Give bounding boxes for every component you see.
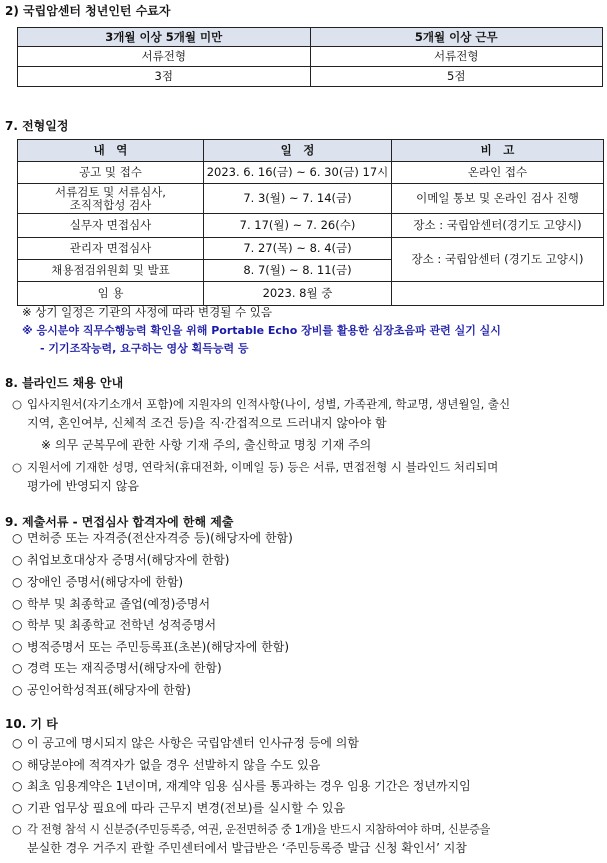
bullet-icon: ○ [12, 683, 23, 697]
header-item: 내 역 [18, 140, 204, 162]
bullet-icon: ○ [12, 661, 23, 675]
section-2-title: 2) 국립암센터 청년인턴 수료자 [5, 4, 171, 18]
bullet-icon: ○ [12, 758, 23, 772]
cell: 5점 [310, 67, 603, 87]
list-item [12, 639, 602, 656]
header-5-months-plus: 5개월 이상 근무 [310, 28, 603, 47]
bullet-icon: ○ [12, 618, 23, 632]
section-9-title: 9. 제출서류 - 면접심사 합격자에 한해 제출 [5, 515, 234, 529]
list-item [12, 574, 602, 591]
list-text: 취업보호대상자 증명서(해당자에 한함) [27, 553, 230, 567]
list-text: 학부 및 최종학교 전학년 성적증명서 [27, 618, 217, 632]
schedule-note: ※ 상기 일정은 기관의 사정에 따라 변경될 수 있음 [22, 305, 272, 319]
list-text: 병적증명서 또는 주민등록표(초본)(해당자에 한함) [27, 640, 290, 654]
cell: 3점 [18, 67, 311, 87]
list-item [12, 682, 602, 699]
table-cell: 7. 27(목) ~ 8. 4(금) [204, 238, 392, 260]
echo-note: ※ 응시분야 직무수행능력 확인을 위해 Portable Echo 장비를 활용한 심장초음파 관련 실기 실시 [22, 324, 501, 337]
list-item [12, 552, 602, 569]
list-item [12, 800, 602, 817]
bullet-icon: ○ [12, 553, 23, 567]
bullet-icon: ○ [12, 823, 22, 836]
table-cell: 2023. 6. 16(금) ~ 6. 30(금) 17시 [204, 162, 392, 184]
header-3-5-months: 3개월 이상 5개월 미만 [18, 28, 311, 47]
list-text: 최초 임용계약은 1년이며, 재계약 임용 심사를 통과하는 경우 임용 기간은 정년까지임 [27, 779, 471, 793]
list-text: 이 공고에 명시되지 않은 사항은 국립암센터 인사규정 등에 의함 [27, 736, 359, 750]
list-text-cont: 평가에 반영되지 않음 [27, 479, 139, 493]
header-remarks: 비 고 [392, 140, 604, 162]
table-cell: 이메일 통보 및 온라인 검사 진행 [392, 184, 604, 214]
intern-score-table [17, 27, 603, 87]
table-cell: 7. 3(월) ~ 7. 14(금) [204, 184, 392, 214]
table-cell: 서류검토 및 서류심사, 조직적합성 검사 [18, 184, 204, 214]
bullet-icon: ○ [12, 736, 23, 750]
list-item [12, 617, 602, 634]
list-text: 지원서에 기재한 성명, 연락처(휴대전화, 이메일 등) 등은 서류, 면접전형 시 블라인드 처리되며 [27, 460, 499, 474]
list-text: 입사지원서(자기소개서 포함)에 지원자의 인적사항(나이, 성별, 가족관계, 학교명, 생년월일, 출신 [27, 397, 511, 411]
table-cell: 채용점검위원회 및 발표 [18, 260, 204, 282]
list-item [12, 530, 602, 547]
table-cell: 8. 7(월) ~ 8. 11(금) [204, 260, 392, 282]
list-item [12, 396, 602, 413]
list-item [12, 660, 602, 677]
section-8-title: 8. 블라인드 채용 안내 [5, 376, 124, 390]
bullet-icon: ○ [12, 575, 23, 589]
list-subnote: ※ 의무 군복무에 관한 사항 기재 주의, 출신학교 명칭 기재 주의 [41, 438, 372, 452]
list-text: 학부 및 최종학교 졸업(예정)증명서 [27, 597, 211, 611]
table-cell: 2023. 8월 중 [204, 282, 392, 306]
table-cell: 온라인 접수 [392, 162, 604, 184]
table-cell [392, 282, 604, 306]
bullet-icon: ○ [12, 801, 23, 815]
list-text: 해당분야에 적격자가 없을 경우 선발하지 않을 수도 있음 [27, 758, 321, 772]
list-text: 경력 또는 재직증명서(해당자에 한함) [27, 661, 222, 675]
bullet-icon: ○ [12, 460, 23, 474]
section-7-title: 7. 전형일정 [5, 119, 69, 133]
list-item [12, 596, 602, 613]
table-cell: 7. 17(월) ~ 7. 26(수) [204, 214, 392, 238]
list-text: 기관 업무상 필요에 따라 근무지 변경(전보)를 실시할 수 있음 [27, 801, 346, 815]
list-item [12, 778, 602, 795]
table-cell: 실무자 면접심사 [18, 214, 204, 238]
bullet-icon: ○ [12, 531, 23, 545]
list-item [12, 757, 602, 774]
bullet-icon: ○ [12, 640, 23, 654]
bullet-icon: ○ [12, 779, 23, 793]
cell: 서류전형 [310, 47, 603, 67]
schedule-table [17, 139, 604, 306]
list-text: 장애인 증명서(해당자에 한함) [27, 575, 184, 589]
table-cell: 임 용 [18, 282, 204, 306]
bullet-icon: ○ [12, 597, 23, 611]
table-cell: 장소 : 국립암센터 (경기도 고양시) [392, 238, 604, 282]
list-text-cont: 분실한 경우 거주지 관할 주민센터에서 발급받은 ‘주민등록증 발급 신청 확인서’ 지참 [27, 841, 467, 855]
table-cell: 공고 및 접수 [18, 162, 204, 184]
cell: 서류전형 [18, 47, 311, 67]
list-text-cont: 지역, 혼인여부, 신체적 조건 등)을 직·간접적으로 드러내지 않아야 함 [27, 416, 387, 430]
section-10-title: 10. 기 타 [5, 717, 58, 731]
table-cell: 관리자 면접심사 [18, 238, 204, 260]
bullet-icon: ○ [12, 397, 23, 411]
echo-subnote: - 기기조작능력, 요구하는 영상 획득능력 등 [40, 342, 249, 355]
list-text: 각 전형 참석 시 신분증(주민등록증, 여권, 운전면허증 중 1개)을 반드시 지참하여야 하며, 신분증을 [27, 823, 491, 836]
list-item [12, 735, 602, 752]
list-item [12, 459, 602, 476]
table-cell: 장소 : 국립암센터(경기도 고양시) [392, 214, 604, 238]
header-schedule: 일 정 [204, 140, 392, 162]
list-item [12, 821, 602, 838]
list-text: 면허증 또는 자격증(전산자격증 등)(해당자에 한함) [27, 531, 293, 545]
list-text: 공인어학성적표(해당자에 한함) [27, 683, 191, 697]
